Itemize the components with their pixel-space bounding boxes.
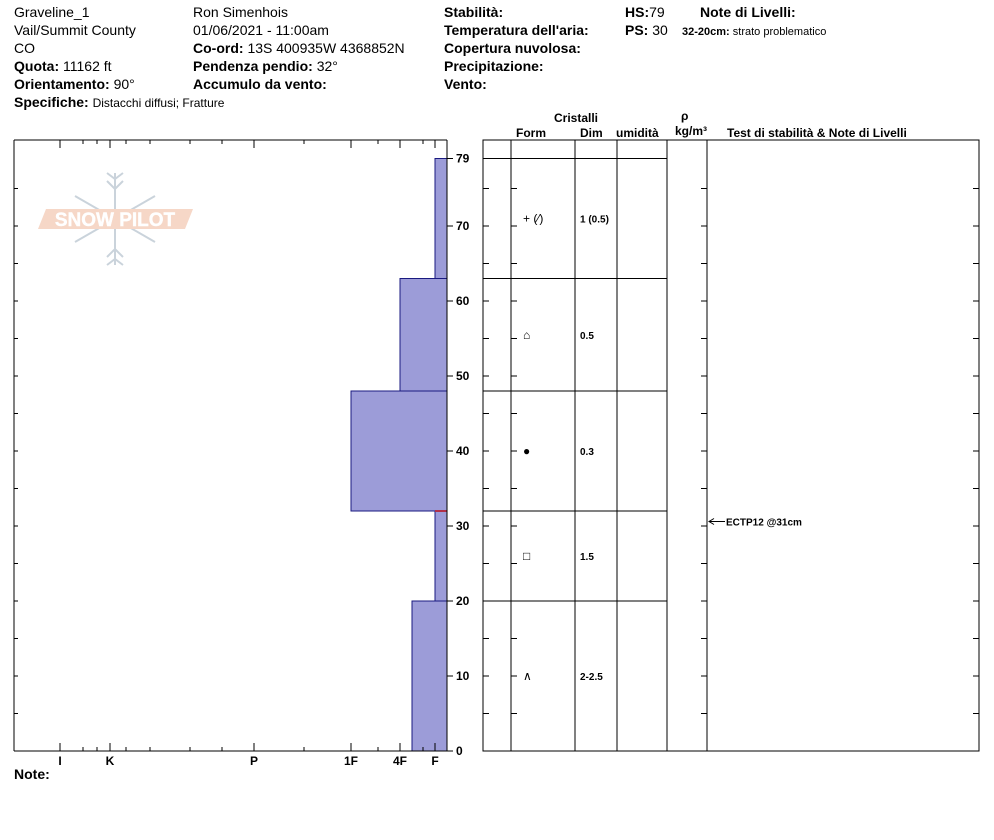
site-name: Graveline_1 bbox=[14, 4, 90, 20]
size-header: Dim bbox=[580, 126, 603, 140]
tests-header: Test di stabilità & Note di Livelli bbox=[727, 126, 907, 140]
slope: Pendenza pendio: 32° bbox=[193, 58, 338, 74]
grain-size-label: 1.5 bbox=[580, 552, 594, 563]
grain-size-label: 0.5 bbox=[580, 330, 594, 342]
logo-text: SNOW PILOT bbox=[54, 210, 176, 231]
hardness-bar bbox=[435, 511, 447, 601]
hardness-label-p: P bbox=[249, 754, 259, 768]
hardness-bar bbox=[412, 601, 447, 751]
wind: Vento: bbox=[444, 76, 487, 92]
hardness-label-4f: 4F bbox=[392, 754, 408, 768]
depth-label: 50 bbox=[456, 369, 470, 383]
depth-label: 79 bbox=[456, 151, 470, 166]
hardness-label-k: K bbox=[105, 754, 115, 768]
crystals-header: Cristalli bbox=[554, 111, 599, 125]
aspect: Orientamento: 90° bbox=[14, 76, 135, 92]
ps-value: PS: 30 bbox=[625, 22, 668, 38]
hardness-label-f: F bbox=[431, 754, 439, 768]
layer-table-frame bbox=[483, 140, 979, 751]
density-rho: ρ bbox=[681, 109, 689, 123]
chart-layer bbox=[14, 140, 979, 768]
grain-form-symbol: ⌂ bbox=[523, 327, 531, 342]
grain-form-symbol: ∧ bbox=[523, 669, 532, 683]
depth-label: 0 bbox=[456, 744, 463, 758]
grain-form-symbol: + (⁄) bbox=[523, 211, 544, 226]
notes-label: Note: bbox=[14, 766, 50, 782]
coordinates: Co-ord: 13S 400935W 4368852N bbox=[193, 40, 405, 56]
moisture-header: umidità bbox=[616, 126, 659, 140]
grain-size-label: 1 (0.5) bbox=[580, 214, 609, 226]
stability-test-label: ECTP12 @31cm bbox=[726, 517, 802, 529]
grain-size-label: 0.3 bbox=[580, 447, 594, 458]
form-header: Form bbox=[516, 126, 546, 140]
hs-value: HS:79 bbox=[625, 4, 665, 20]
datetime: 01/06/2021 - 11:00am bbox=[193, 22, 329, 38]
hardness-bar bbox=[435, 159, 447, 279]
grain-size-label: 2-2.5 bbox=[580, 672, 603, 683]
wind-loading: Accumulo da vento: bbox=[193, 76, 327, 92]
layer-notes-title: Note di Livelli: bbox=[700, 4, 796, 20]
layer-note: 32-20cm: strato problematico bbox=[682, 26, 827, 38]
grain-form-symbol: ● bbox=[523, 444, 531, 458]
elevation: Quota: 11162 ft bbox=[14, 58, 112, 74]
grain-form-symbol: □ bbox=[523, 549, 531, 563]
specifics: Specifiche: Distacchi diffusi; Fratture bbox=[14, 94, 225, 110]
depth-label: 40 bbox=[456, 444, 470, 458]
depth-label: 20 bbox=[456, 594, 470, 608]
hardness-bar bbox=[351, 391, 447, 511]
hardness-label-1f: 1F bbox=[343, 754, 359, 768]
depth-label: 70 bbox=[456, 219, 470, 233]
depth-label: 10 bbox=[456, 669, 470, 683]
snow-pilot-logo bbox=[38, 173, 193, 265]
precipitation: Precipitazione: bbox=[444, 58, 544, 74]
sky-cover: Copertura nuvolosa: bbox=[444, 40, 581, 56]
location: Vail/Summit County bbox=[14, 22, 136, 38]
hardness-bar bbox=[400, 279, 447, 392]
air-temperature: Temperatura dell'aria: bbox=[444, 22, 589, 38]
state: CO bbox=[14, 40, 35, 56]
density-unit: kg/m³ bbox=[675, 124, 708, 138]
hardness-label-i: I bbox=[58, 754, 62, 768]
depth-label: 30 bbox=[456, 519, 470, 533]
stability: Stabilità: bbox=[444, 4, 504, 20]
observer: Ron Simenhois bbox=[193, 4, 288, 20]
depth-label: 60 bbox=[456, 294, 470, 308]
